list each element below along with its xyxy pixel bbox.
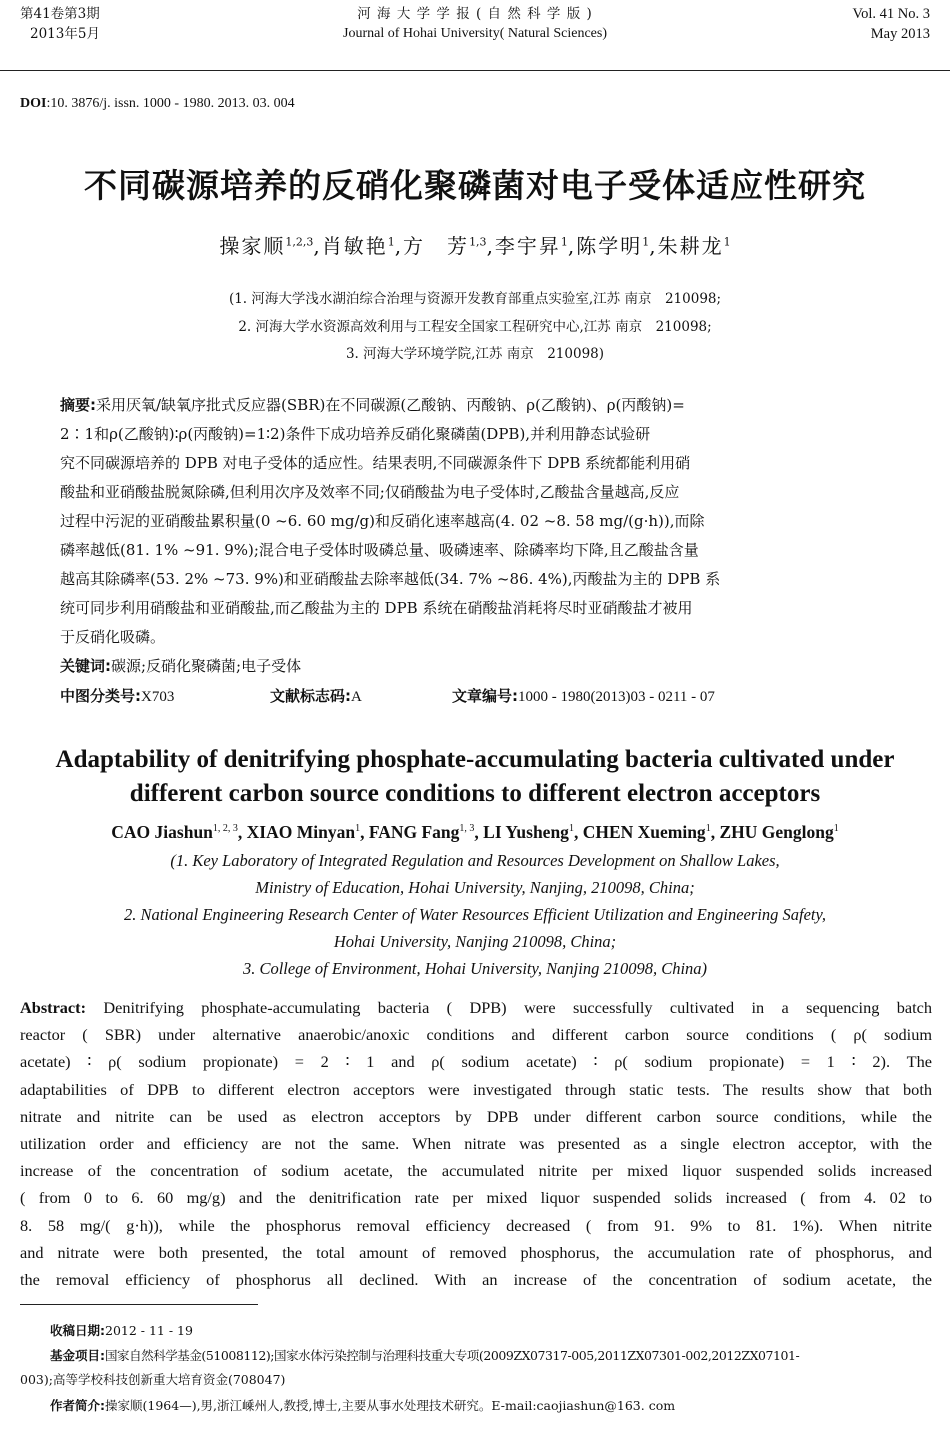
doi [20,96,295,112]
header-center [0,4,950,44]
volume-cn: 第41卷第3期 [20,6,100,22]
affiliation-en-3: 3. College of Environment, Hohai University, Nanjing 210098, China) [242,959,708,978]
affiliation-en-1: (1. Key Laboratory of Integrated Regulation and Resources Development on Shallow Lakes, [170,851,780,870]
document-code: 文献标志码:A [270,687,362,705]
abstract-en-line: 8. 58 mg/( g·h)), while the phosphorus removal efficiency decreased ( from 91. 9% to 81. 1%). When nitrite [20,1215,932,1235]
abstract-en-line: ( from 0 to 6. 60 mg/g) and the denitrification rate per mixed liquor suspended solids increased ( from 4. 02 to [20,1188,932,1208]
author-en: , CHEN Xueming$^1$ [573,822,711,842]
fund-info: 基金项目:国家自然科学基金(51008112);国家水体污染控制与治理科技重大专项(2009ZX07317-005,2011ZX07301-002,2012ZX07101- [50,1348,800,1363]
abstract-cn-line: 摘要:采用厌氧/缺氧序批式反应器(SBR)在不同碳源(乙酸钠、丙酸钠、ρ(乙酸钠)、ρ(丙酸钠)= [60,396,685,414]
abstract-en-line: Abstract: Denitrifying phosphate-accumulating bacteria ( DPB) were successfully cultivated in a sequencing batch [20,998,932,1017]
abstract-cn-line: 磷率越低(81. 1% ~91. 9%);混合电子受体时吸磷总量、吸磷速率、除磷率均下降,且乙酸盐含量 [60,541,699,559]
affiliation-cn-2: 2. 河海大学水资源高效利用与工程安全国家工程研究中心,江苏 南京 210098; [238,319,712,335]
abstract-cn-line: 过程中污泥的亚硝酸盐累积量(0 ~6. 60 mg/g)和反硝化速率越高(4. 02 ~8. 58 mg/(g·h)),而除 [60,512,705,530]
doi-value: :10. 3876/j. issn. 1000 - 1980. 2013. 03. 004 [46,96,295,111]
date-en: May 2013 [870,26,930,42]
abstract-cn-line: 统可同步利用硝酸盐和亚硝酸盐,而乙酸盐为主的 DPB 系统在硝酸盐消耗将尽时亚硝酸盐才被用 [60,599,693,617]
author-cn: ,陈学明$^1$ [567,234,650,258]
abstract-en-line: acetate) ∶ ρ( sodium propionate) = 2 ∶ 1 and ρ( sodium acetate) ∶ ρ( sodium propionate) = 1 ∶ 2). The [20,1052,932,1072]
header-rule [0,70,950,71]
author-bio: 作者简介:操家顺(1964—),男,浙江嵊州人,教授,博士,主要从事水处理技术研究。E-mail:caojiashun@163. com [50,1398,676,1413]
abstract-en-line: and nitrate were both presented, the total amount of removed phosphorus, the accumulation rate of phosphorus, and [20,1242,932,1262]
affiliation-en-2b: Hohai University, Nanjing 210098, China; [333,932,617,951]
affiliation-en-1b: Ministry of Education, Hohai University, Nanjing, 210098, China; [255,878,695,897]
fund-info-cont: 003);高等学校科技创新重大培育资金(708047) [20,1372,286,1387]
abstract-en-label: Abstract: [20,998,87,1017]
affiliation-cn-1: (1. 河海大学浅水湖泊综合治理与资源开发教育部重点实验室,江苏 南京 210098; [228,291,722,307]
keywords-value: 碳源;反硝化聚磷菌;电子受体 [111,657,302,675]
clc-code: 中图分类号:X703 [60,687,175,705]
author-en: , LI Yusheng$^1$ [474,822,574,842]
article-number: 文章编号:1000 - 1980(2013)03 - 0211 - 07 [452,687,715,705]
volume-en: Vol. 41 No. 3 [852,6,930,22]
abstract-cn [60,391,890,681]
abstract-cn-label: 摘要: [60,396,96,414]
keywords-label: 关键词: [60,657,111,675]
title-en-line: Adaptability of denitrifying phosphate-accumulating bacteria cultivated under [55,746,895,773]
keywords [60,652,890,681]
abstract-cn-line: 究不同碳源培养的 DPB 对电子受体的适应性。结果表明,不同碳源条件下 DPB 系统都能利用硝 [60,454,691,472]
abstract-en-line: increase of the concentration of sodium acetate, the accumulated nitrite per mixed liquor suspended solids increased [20,1161,932,1181]
journal-name-cn: 河 海 大 学 学 报 ( 自 然 科 学 版 ) [357,6,593,22]
abstract-en-line: nitrate and nitrite can be used as electron acceptors by DPB under different carbon source conditions, while the [20,1106,932,1126]
title-cn: 不同碳源培养的反硝化聚磷菌对电子受体适应性研究 [84,166,866,205]
classification-row [60,685,715,706]
abstract-en-line: reactor ( SBR) under alternative anaerobic/anoxic conditions and different carbon source conditions ( ρ( sodium [20,1025,932,1045]
journal-name-en: Journal of Hohai University( Natural Sciences) [343,26,607,41]
abstract-en-line: adaptabilities of DPB to different electron acceptors were investigated through static tests. The results show that both [20,1079,932,1099]
authors-cn [0,230,950,259]
author-cn: ,方 芳$^{1,3}$ [394,234,487,258]
title-en [0,743,950,811]
abstract-en-line: the removal efficiency of phosphorus all declined. With an increase of the concentration of sodium acetate, the [20,1269,932,1289]
abstract-cn-line: 2∶1和ρ(乙酸钠)∶ρ(丙酸钠)=1∶2)条件下成功培养反硝化聚磷菌(DPB),并利用静态试验研 [60,425,651,443]
title-en-line: different carbon source conditions to different electron acceptors [129,780,821,807]
author-en: , ZHU Genglong$^1$ [710,822,839,842]
authors-en [0,822,950,843]
affiliation-cn-3: 3. 河海大学环境学院,江苏 南京 210098) [345,346,605,362]
author-cn: ,李宇昇$^1$ [486,234,568,258]
author-cn: 操家顺$^{1,2,3}$ [219,234,314,258]
abstract-cn-line: 酸盐和亚硝酸盐脱氮除磷,但利用次序及效率不同;仅硝酸盐为电子受体时,乙酸盐含量越高,反应 [60,483,680,501]
author-cn: ,朱耕龙$^1$ [649,234,731,258]
author-en: CAO Jiashun$^{1, 2, 3}$ [111,822,238,842]
author-en: , XIAO Minyan$^1$ [237,822,361,842]
header-right [853,4,930,44]
received-date: 收稿日期:2012 - 11 - 19 [50,1323,193,1338]
abstract-en [20,994,932,1293]
author-cn: ,肖敏艳$^1$ [313,234,395,258]
affiliation-en-2: 2. National Engineering Research Center of Water Resources Efficient Utilization and Engineering Safety, [123,905,827,924]
date-cn: 2013年5月 [30,26,100,42]
abstract-cn-line: 越高其除磷率(53. 2% ~73. 9%)和亚硝酸盐去除率越低(34. 7% ~86. 4%),丙酸盐为主的 DPB 系 [60,570,721,588]
doi-label: DOI [20,96,47,111]
abstract-cn-line: 于反硝化吸磷。 [60,628,166,646]
abstract-en-line: utilization order and efficiency are not the same. When nitrate was presented as a single electron acceptor, with the [20,1133,932,1153]
author-en: , FANG Fang$^{1, 3}$ [360,822,475,842]
footnote-rule [20,1304,258,1305]
